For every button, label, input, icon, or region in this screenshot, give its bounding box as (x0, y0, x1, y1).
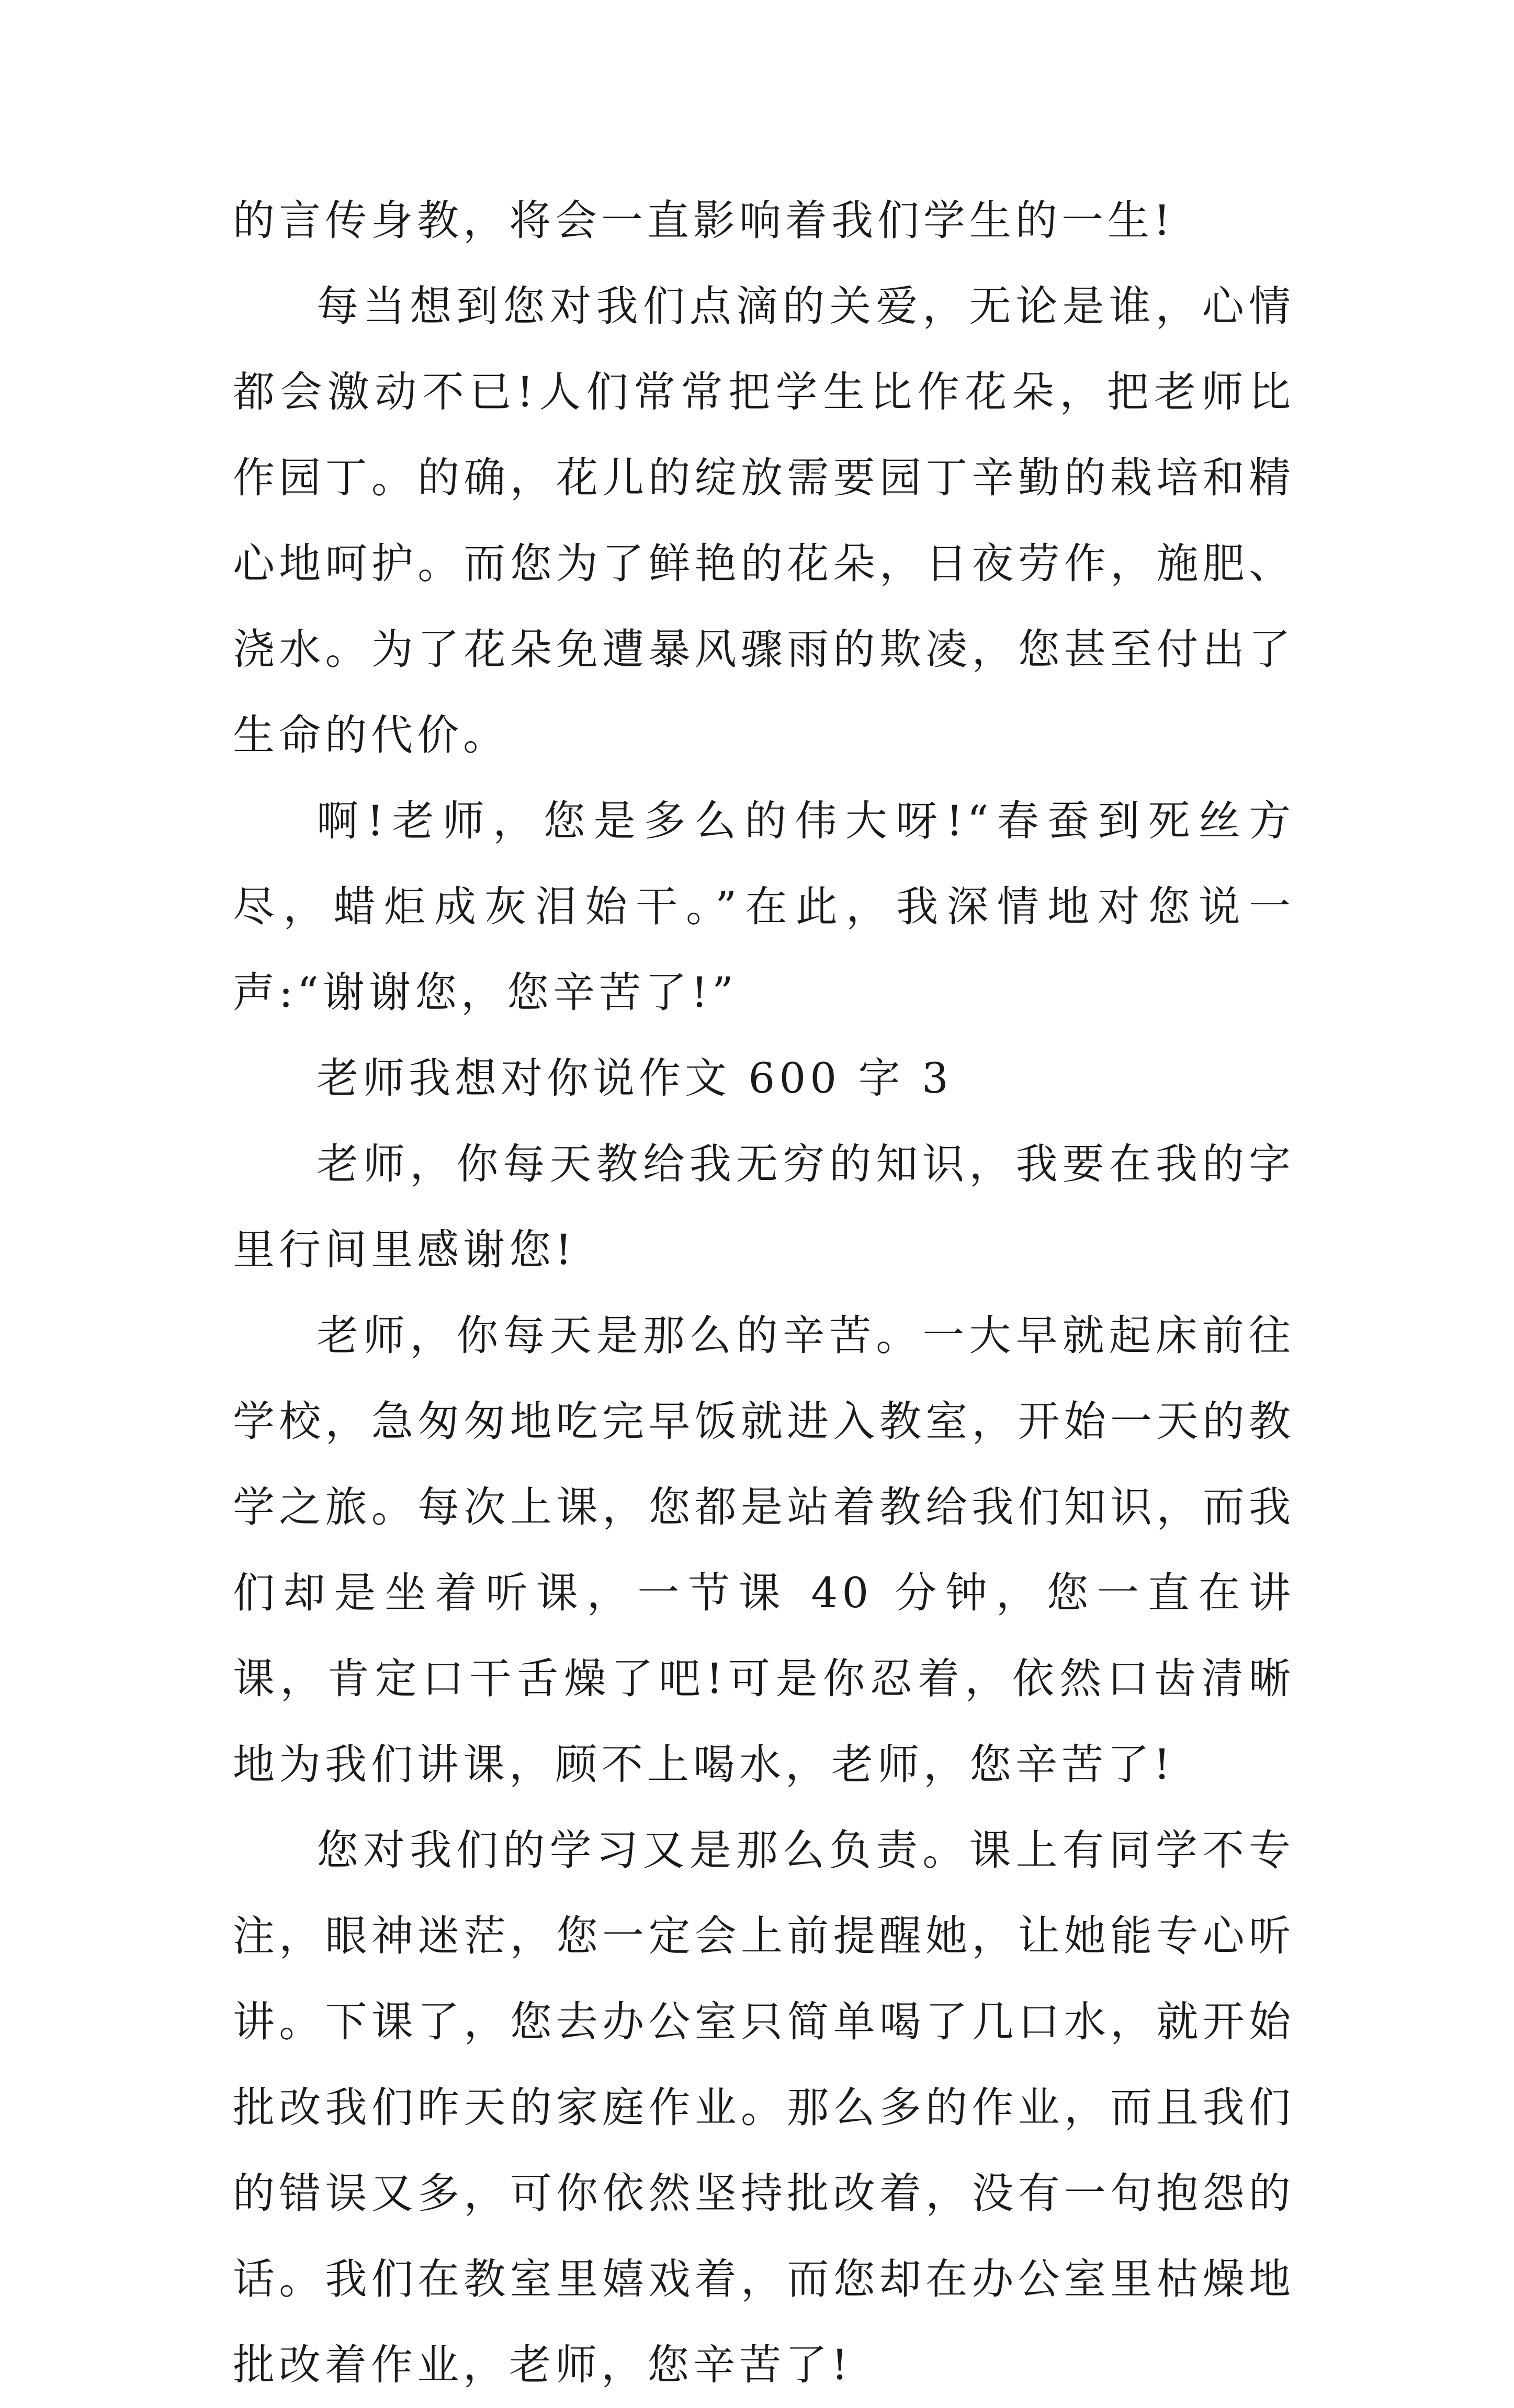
paragraph-6: 您对我们的学习又是那么负责。课上有同学不专注，眼神迷茫，您一定会上前提醒她，让她能专心听讲。下课了，您去办公室只简单喝了几口水，就开始批改我们昨天的家庭作业。那么多的作业，而且我们的错误又多，可你依然坚持批改着，没有一句抱怨的话。我们在教室里嬉戏着，而您却在办公室里枯燥地批改着作业，老师，您辛苦了! (233, 1826, 1295, 2389)
section-heading: 老师我想对你说作文 600 字 3 (317, 1054, 953, 1103)
paragraph-3: 啊!老师，您是多么的伟大呀!“春蚕到死丝方尽，蜡炬成灰泪始干。”在此，我深情地对您说一声:“谢谢您，您辛苦了!” (233, 797, 1295, 1017)
document-body (233, 178, 1295, 2408)
paragraph-4: 老师，你每天教给我无穷的知识，我要在我的字里行间里感谢您! (233, 1140, 1295, 1274)
paragraph-5: 老师，你每天是那么的辛苦。一大早就起床前往学校，急匆匆地吃完早饭就进入教室，开始一天的教学之旅。每次上课，您都是站着教给我们知识，而我们却是坐着听课，一节课 40 分钟，您一直在讲课，肯定口干舌燥了吧!可是你忍着，依然口齿清晰地为我们讲课，顾不上喝水，老师，您辛苦了! (233, 1311, 1295, 1789)
paragraph-1: 的言传身教，将会一直影响着我们学生的一生! (233, 196, 1175, 245)
paragraph-2: 每当想到您对我们点滴的关爱，无论是谁，心情都会激动不已!人们常常把学生比作花朵，把老师比作园丁。的确，花儿的绽放需要园丁辛勤的栽培和精心地呵护。而您为了鲜艳的花朵，日夜劳作，施肥、浇水。为了花朵免遭暴风骤雨的欺凌，您甚至付出了生命的代价。 (233, 282, 1295, 759)
